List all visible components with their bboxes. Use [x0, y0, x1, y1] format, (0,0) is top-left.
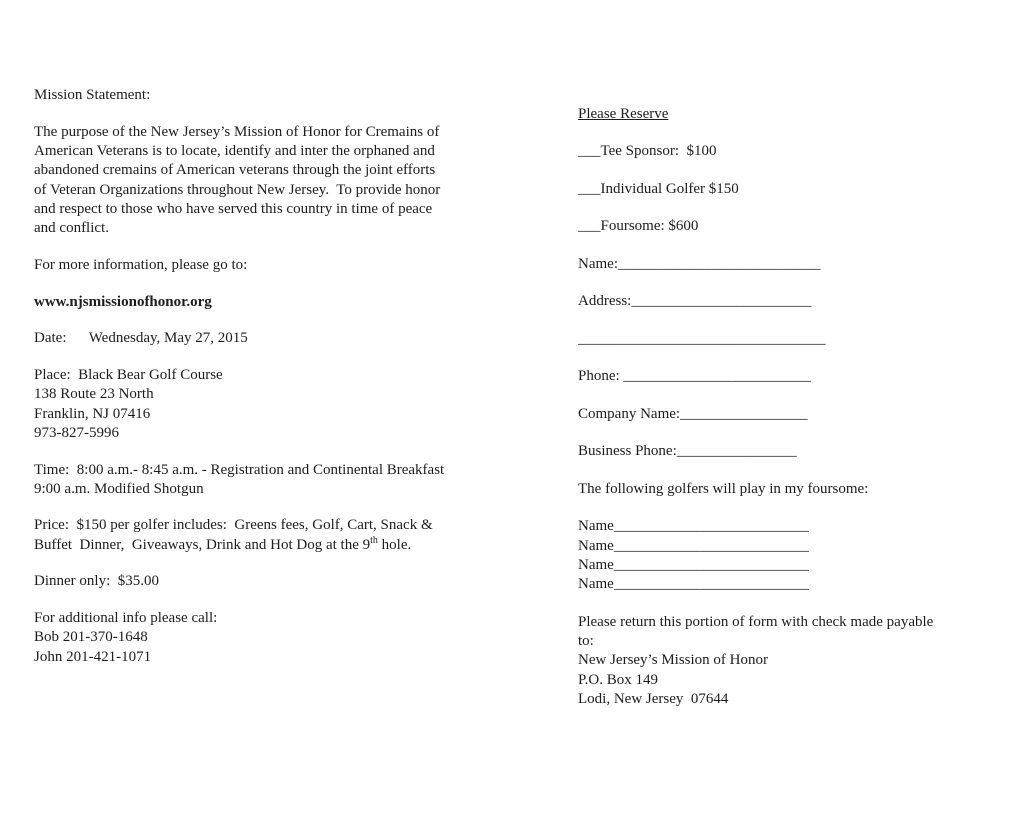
contact-info-line: For additional info please call: — [34, 610, 218, 627]
foursome-name-line: Name__________________________ — [578, 576, 809, 593]
registration-field-line: Name:___________________________ — [578, 255, 821, 272]
mission-paragraph-line: The purpose of the New Jersey’s Mission of Honor for Cremains of — [34, 123, 440, 140]
foursome-name-line: Name__________________________ — [578, 556, 809, 573]
registration-field-line: Address:________________________ — [578, 293, 812, 310]
event-time-line: 9:00 a.m. Modified Shotgun — [34, 480, 204, 497]
contact-info-line: Bob 201-370-1648 — [34, 629, 148, 646]
contact-info-line: John 201-421-1071 — [34, 648, 152, 665]
return-instruction-line: Please return this portion of form with check made payable — [578, 613, 934, 630]
registration-fields — [578, 255, 1008, 462]
reserve-heading: Please Reserve — [578, 106, 669, 122]
reserve-heading-block — [578, 105, 1008, 124]
foursome-heading: The following golfers will play in my foursome: — [578, 480, 869, 497]
contact-info-block — [34, 609, 564, 667]
mission-paragraph-line: abandoned cremains of American veterans through the joint efforts — [34, 162, 436, 179]
mission-paragraph-line: and respect to those who have served this country in time of peace — [34, 200, 433, 217]
mission-paragraph-line: and conflict. — [34, 220, 109, 237]
mission-statement-paragraph — [34, 123, 564, 239]
registration-field-line: Company Name:_________________ — [578, 405, 808, 422]
foursome-name-line: Name__________________________ — [578, 537, 809, 554]
venue-address-line: 973-827-5996 — [34, 424, 119, 441]
event-date-block — [34, 329, 564, 348]
website-block — [34, 293, 564, 312]
dinner-only-line: Dinner only: $35.00 — [34, 573, 159, 590]
price-line-2 — [34, 536, 564, 555]
price-line-1: Price: $150 per golfer includes: Greens fees, Golf, Cart, Snack & — [34, 517, 433, 534]
foursome-name-line: Name__________________________ — [578, 518, 809, 535]
more-info-line: For more information, please go to: — [34, 256, 248, 273]
reserve-option-line: ___Individual Golfer $150 — [578, 180, 739, 197]
registration-field-line: _________________________________ — [578, 330, 826, 347]
mission-statement-heading-block — [34, 86, 564, 105]
website-url: www.njsmissionofhonor.org — [34, 293, 212, 310]
reservation-form-column — [578, 105, 1008, 727]
foursome-name-lines — [578, 517, 1008, 594]
registration-field-line: Phone: _________________________ — [578, 368, 811, 385]
return-instruction-line: New Jersey’s Mission of Honor — [578, 652, 768, 669]
mission-paragraph-line: of Veteran Organizations throughout New Jersey. To provide honor — [34, 181, 441, 198]
return-instructions-block — [578, 613, 1008, 709]
mission-statement-heading: Mission Statement: — [34, 87, 151, 103]
reserve-options — [578, 142, 1008, 236]
return-instruction-line: P.O. Box 149 — [578, 671, 659, 688]
dinner-only-block — [34, 572, 564, 591]
reserve-option-line: ___Foursome: $600 — [578, 218, 699, 235]
event-date-line: Date: Wednesday, May 27, 2015 — [34, 330, 248, 347]
venue-address-line: 138 Route 23 North — [34, 386, 154, 403]
foursome-heading-block — [578, 480, 1008, 499]
more-info-block — [34, 256, 564, 275]
event-time-line: Time: 8:00 a.m.- 8:45 a.m. - Registration and Continental Breakfast — [34, 461, 445, 478]
ordinal-superscript: th — [370, 534, 378, 546]
price-line-2-suffix: hole. — [377, 536, 412, 553]
left-column — [34, 86, 564, 684]
venue-address-line: Place: Black Bear Golf Course — [34, 366, 223, 383]
venue-address-block — [34, 366, 564, 443]
price-info-block — [34, 516, 564, 555]
reserve-option-line: ___Tee Sponsor: $100 — [578, 143, 717, 160]
return-instruction-line: to: — [578, 633, 594, 649]
venue-address-line: Franklin, NJ 07416 — [34, 405, 151, 422]
price-line-2-text: Buffet Dinner, Giveaways, Drink and Hot Dog at the 9 — [34, 536, 371, 553]
event-time-block — [34, 461, 564, 500]
registration-field-line: Business Phone:________________ — [578, 443, 797, 460]
mission-paragraph-line: American Veterans is to locate, identify and inter the orphaned and — [34, 142, 435, 159]
return-instruction-line: Lodi, New Jersey 07644 — [578, 690, 729, 707]
